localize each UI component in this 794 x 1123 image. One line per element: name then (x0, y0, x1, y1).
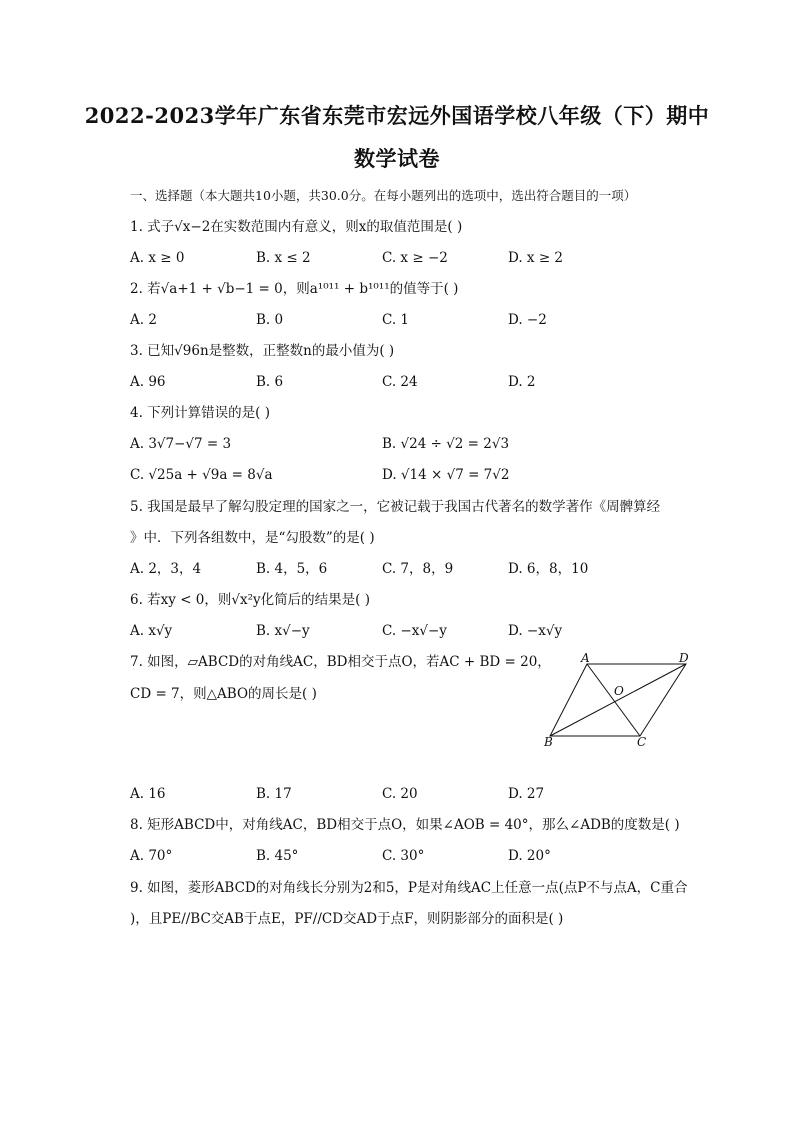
question-1-option-a[interactable]: A. x ≥ 0 (130, 250, 185, 266)
question-3-stem: 3. 已知√96n是整数，正整数n的最小值为( ) (130, 343, 395, 359)
question-4-option-a[interactable]: A. 3√7−√7 = 3 (130, 436, 232, 452)
question-3-option-a[interactable]: A. 96 (130, 374, 166, 390)
question-8-option-d[interactable]: D. 20° (508, 848, 551, 864)
vertex-label-d: D (679, 652, 689, 665)
question-1-option-b[interactable]: B. x ≤ 2 (256, 250, 311, 266)
question-3-option-d[interactable]: D. 2 (508, 374, 536, 390)
question-1-option-d[interactable]: D. x ≥ 2 (508, 250, 564, 266)
question-4-option-d[interactable]: D. √14 × √7 = 7√2 (382, 467, 510, 483)
question-7-option-b[interactable]: B. 17 (256, 786, 292, 802)
point-label-o: O (614, 684, 624, 698)
diagonal-bd (550, 664, 686, 736)
question-5-option-a[interactable]: A. 2，3，4 (130, 561, 202, 577)
exam-title-line2: 数学试卷 (354, 146, 440, 171)
question-8-stem: 8. 矩形ABCD中，对角线AC，BD相交于点O，如果∠AOB = 40°，那么∠ADB的度数是( ) (130, 817, 680, 833)
question-6-option-b[interactable]: B. x√−y (256, 623, 310, 639)
question-6-stem: 6. 若xy < 0，则√x²y化简后的结果是( ) (130, 592, 370, 608)
question-7-option-a[interactable]: A. 16 (130, 786, 166, 802)
question-3-option-c[interactable]: C. 24 (382, 374, 418, 390)
question-9-stem-line2: )，且PE//BC交AB于点E，PF//CD交AD于点F，则阴影部分的面积是( ) (130, 911, 564, 927)
vertex-label-c: C (637, 735, 647, 748)
vertex-label-a: A (581, 652, 590, 665)
question-7-stem-line1: 7. 如图，▱ABCD的对角线AC，BD相交于点O，若AC + BD = 20， (130, 654, 551, 670)
question-5-option-b[interactable]: B. 4，5，6 (256, 561, 328, 577)
question-5-option-c[interactable]: C. 7，8，9 (382, 561, 454, 577)
exam-title-line1: 2022-2023学年广东省东莞市宏远外国语学校八年级（下）期中 (84, 103, 710, 128)
question-6-option-c[interactable]: C. −x√−y (382, 623, 447, 639)
question-5-option-d[interactable]: D. 6，8，10 (508, 561, 589, 577)
question-8-option-a[interactable]: A. 70° (130, 848, 173, 864)
vertex-label-b: B (544, 735, 553, 748)
question-6-option-a[interactable]: A. x√y (130, 623, 173, 639)
question-2-stem: 2. 若√a+1 + √b−1 = 0，则a¹⁰¹¹ + b¹⁰¹¹的值等于( ) (130, 281, 459, 297)
question-1-stem: 1. 式子√x−2在实数范围内有意义，则x的取值范围是( ) (130, 219, 463, 235)
question-2-option-b[interactable]: B. 0 (256, 312, 284, 328)
question-9-stem-line1: 9. 如图，菱形ABCD的对角线长分别为2和5，P是对角线AC上任意一点(点P不与点A，C重合 (130, 880, 688, 896)
question-7-option-c[interactable]: C. 20 (382, 786, 418, 802)
question-8-option-c[interactable]: C. 30° (382, 848, 425, 864)
question-7-stem-line2: CD = 7，则△ABO的周长是( ) (130, 686, 317, 702)
question-3-option-b[interactable]: B. 6 (256, 374, 284, 390)
question-8-option-b[interactable]: B. 45° (256, 848, 299, 864)
question-4-stem: 4. 下列计算错误的是( ) (130, 405, 270, 421)
question-5-stem-line1: 5. 我国是最早了解勾股定理的国家之一，它被记载于我国古代著名的数学著作《周髀算经 (130, 499, 661, 515)
diagonal-ac (587, 664, 640, 736)
question-2-option-a[interactable]: A. 2 (130, 312, 157, 328)
question-1-option-c[interactable]: C. x ≥ −2 (382, 250, 448, 266)
section-heading: 一、选择题（本大题共10小题，共30.0分。在每小题列出的选项中，选出符合题目的一项） (130, 188, 637, 203)
question-4-option-b[interactable]: B. √24 ÷ √2 = 2√3 (382, 436, 510, 452)
question-7-option-d[interactable]: D. 27 (508, 786, 545, 802)
question-4-option-c[interactable]: C. √25a + √9a = 8√a (130, 467, 273, 483)
parallelogram-figure (542, 652, 692, 748)
question-2-option-c[interactable]: C. 1 (382, 312, 410, 328)
question-2-option-d[interactable]: D. −2 (508, 312, 547, 328)
question-5-stem-line2: 》中．下列各组数中，是“勾股数”的是( ) (130, 530, 375, 546)
question-6-option-d[interactable]: D. −x√y (508, 623, 563, 639)
